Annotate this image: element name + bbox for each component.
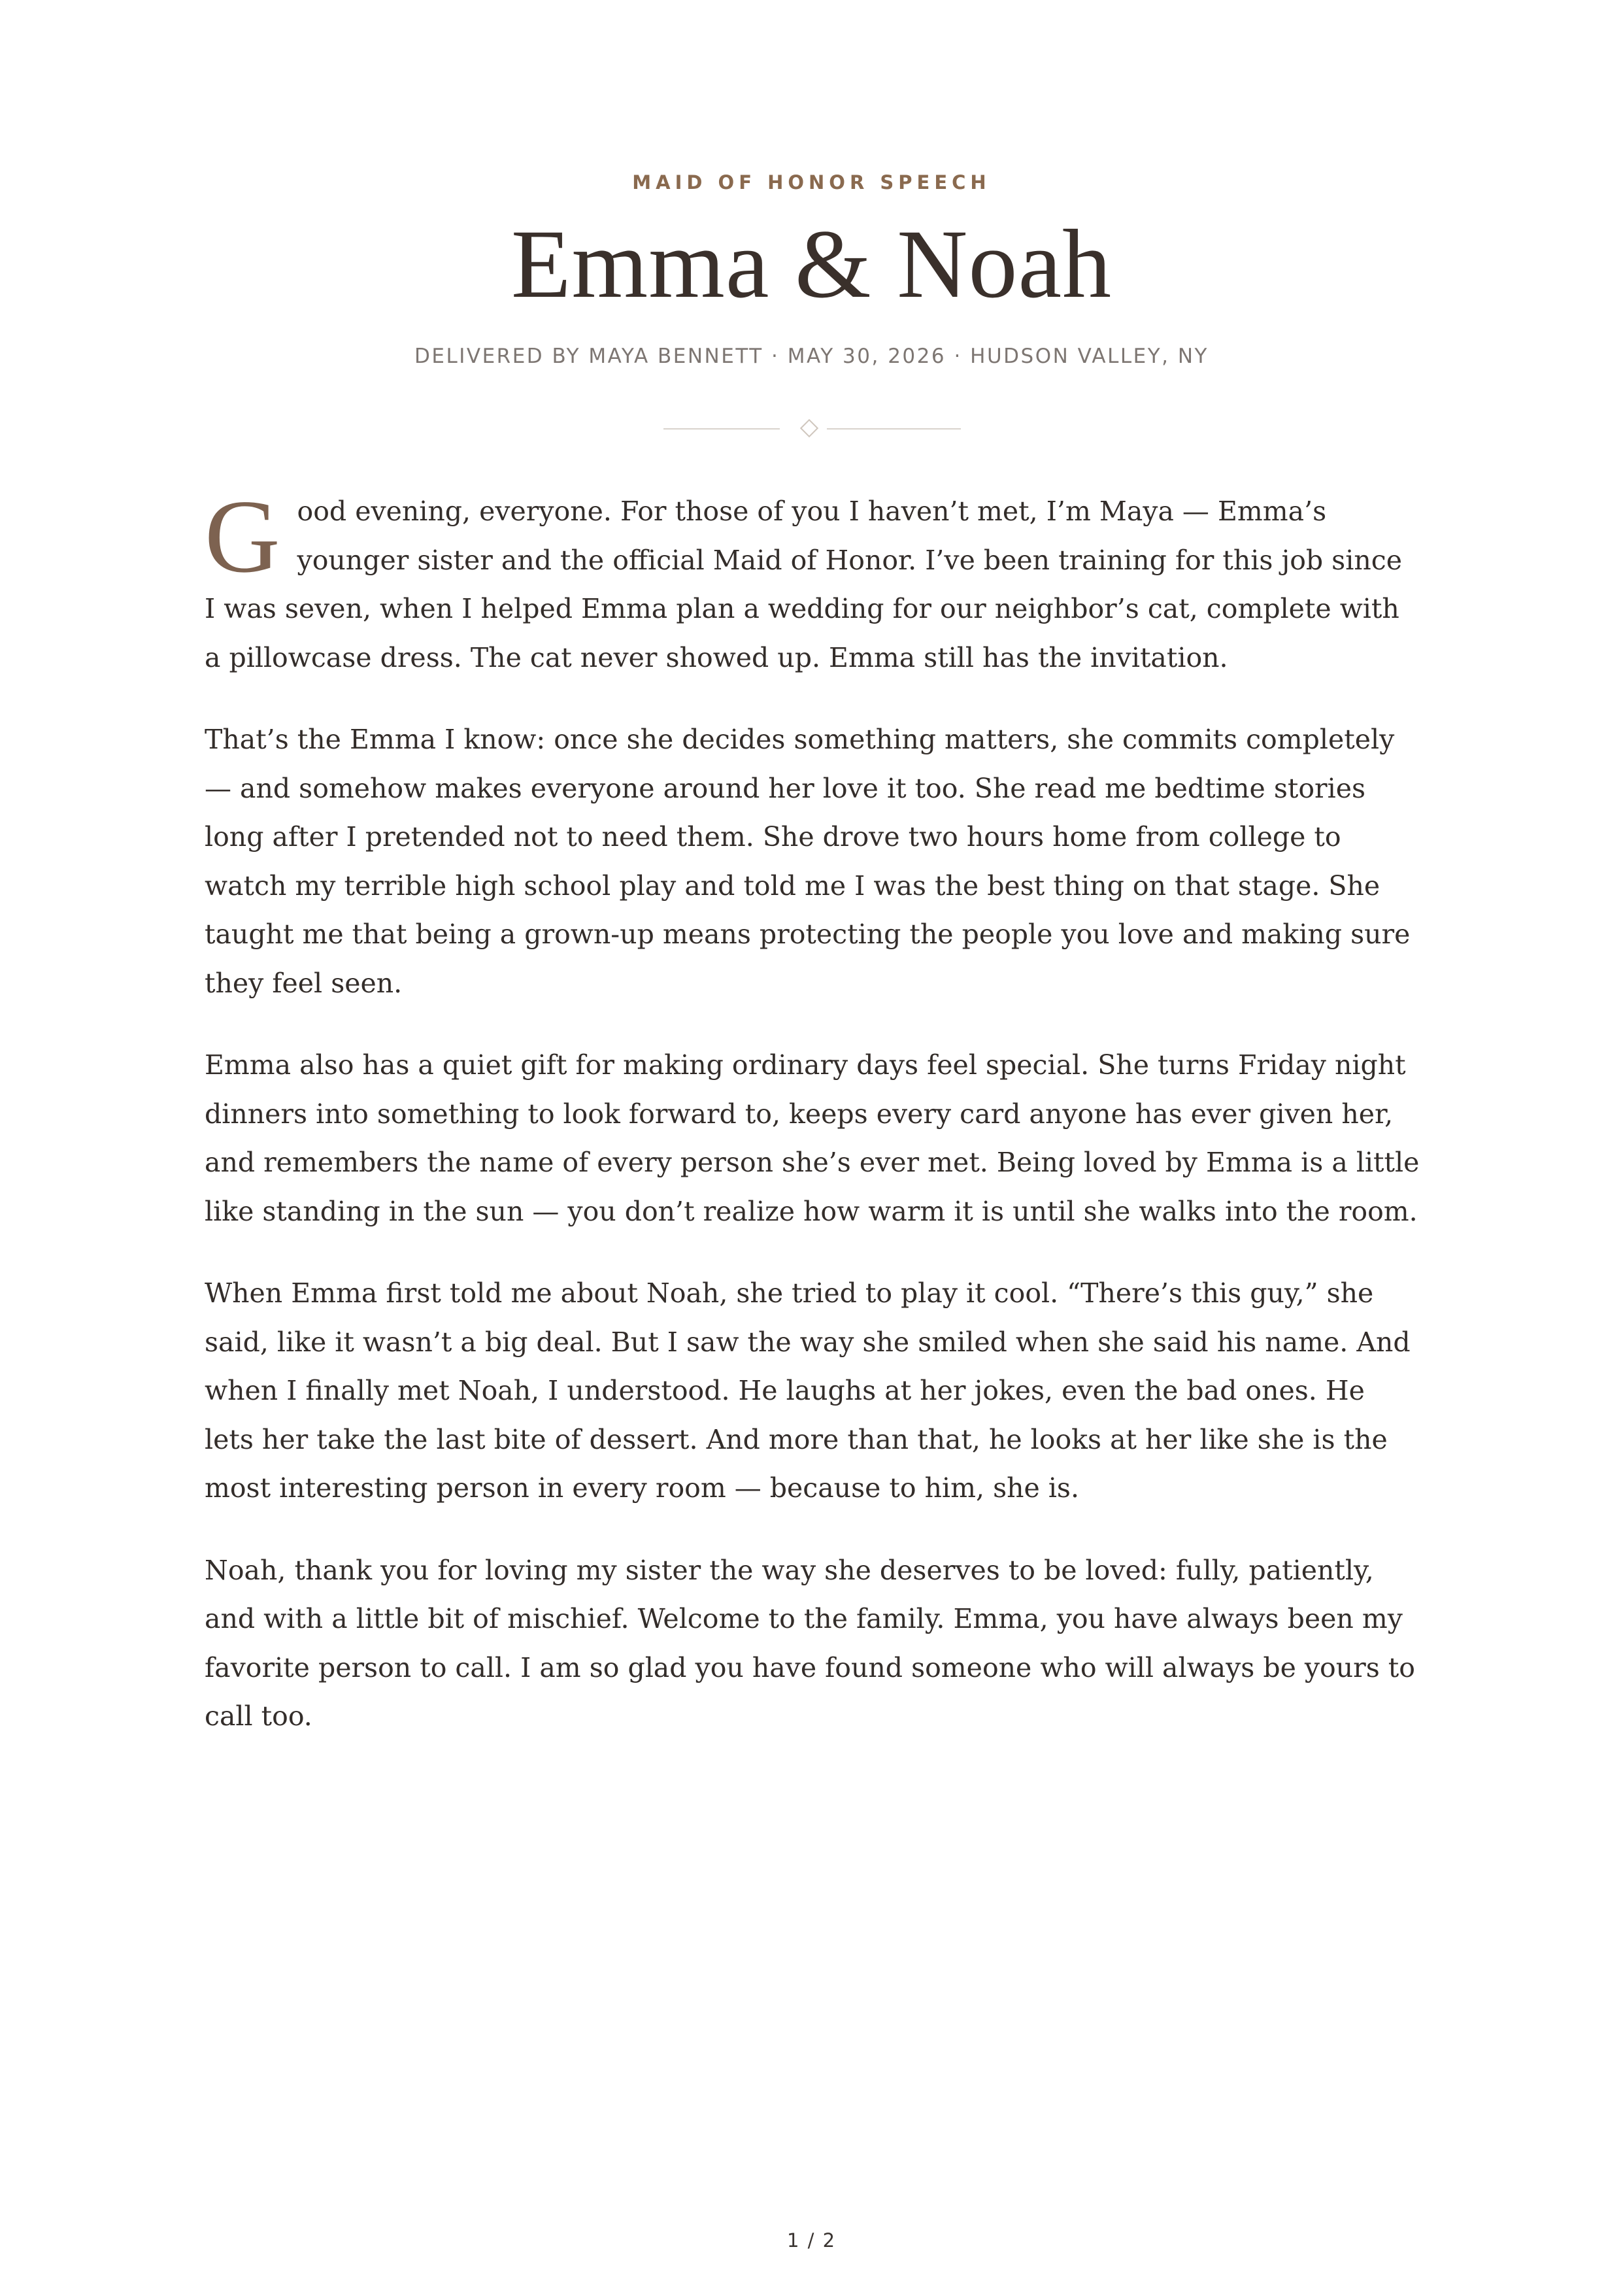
page-number: 1 / 2 — [786, 2229, 837, 2252]
speech-paragraph-2: That’s the Emma I know: once she decides something matters, she commits completely — and somehow makes everyone around her love it too. She read me bedtime stories long after I pretended not to need them. She drove two hours home from college to watch my terrible high school play and told me I was the best thing on that stage. She taught me that being a grown-up means protecting the people you love and making sure they feel seen. — [205, 724, 1411, 999]
speech-paragraph-1 — [205, 478, 1420, 682]
speech-byline: DELIVERED BY MAYA BENNETT · MAY 30, 2026 · HUDSON VALLEY, NY — [414, 345, 1209, 368]
divider-line-right — [827, 428, 961, 430]
ornamental-divider — [663, 416, 961, 442]
diamond-ornament-icon — [800, 419, 818, 437]
drop-cap: G — [205, 478, 280, 594]
paragraph-text: ood evening, everyone. For those of you I haven’t met, I’m Maya — Emma’s younger sister and the official Maid of Honor. I’ve been training for this job since I was seven, when I helped Emma plan a wedding for our neighbor’s cat, complete with a pillowcase dress. The cat never showed up. Emma still has the invitation. — [205, 496, 1402, 673]
page-title: Emma & Noah — [510, 210, 1113, 318]
speech-paragraph-5: Noah, thank you for loving my sister the way she deserves to be loved: fully, patiently, and with a little bit of mischief. Welcome to the family. Emma, you have always been my favorite person to call. I am so glad you have found someone who will always be yours to call too. — [205, 1554, 1415, 1732]
speech-paragraph-3: Emma also has a quiet gift for making ordinary days feel special. She turns Friday night dinners into something to look forward to, keeps every card anyone has ever given her, and remembers the name of every person she’s ever met. Being loved by Emma is a little like standing in the sun — you don’t realize how warm it is until she walks into the room. — [205, 1049, 1420, 1227]
divider-line-left — [663, 428, 780, 430]
speech-kicker: MAID OF HONOR SPEECH — [632, 171, 991, 194]
speech-body — [205, 478, 1420, 1774]
speech-paragraph-4: When Emma first told me about Noah, she tried to play it cool. “There’s this guy,” she said, like it wasn’t a big deal. But I saw the way she smiled when she said his name. And when I finally met Noah, I understood. He laughs at her jokes, even the bad ones. He lets her take the last bite of dessert. And more than that, he looks at her like she is the most interesting person in every room — because to him, she is. — [205, 1277, 1411, 1504]
